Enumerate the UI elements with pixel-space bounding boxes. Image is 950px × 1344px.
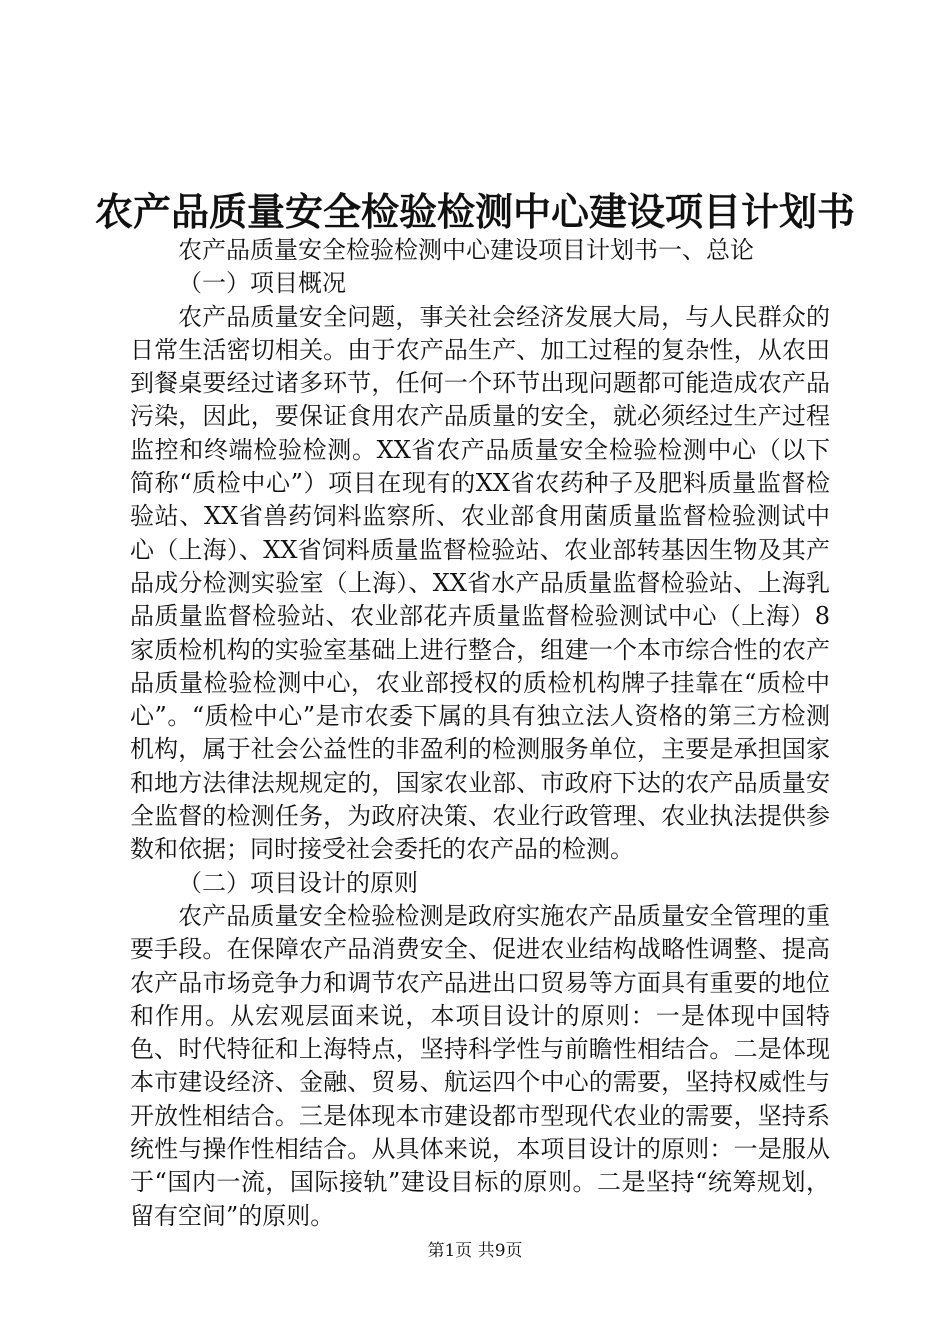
paragraph-overview: 农产品质量安全问题，事关社会经济发展大局，与人民群众的日常生活密切相关。由于农产品生产、加工过程的复杂性，从农田到餐桌要经过诸多环节，任何一个环节出现问题都可能造成农产品污染，因此，要保证食用农产品质量的安全，就必须经过生产过程监控和终端检验检测。XX省农产品质量安全检验检测中心（以下简称“质检中心”）项目在现有的XX省农药种子及肥料质量监督检验站、XX省兽药饲料监察所、农业部食用菌质量监督检验测试中心（上海）、XX省饲料质量监督检验站、农业部转基因生物及其产品成分检测实验室（上海）、XX省水产品质量监督检验站、上海乳品质量监督检验站、农业部花卉质量监督检验测试中心（上海）8家质检机构的实验室基础上进行整合，组建一个本市综合性的农产品质量检验检测中心，农业部授权的质检机构牌子挂靠在“质检中心”。“质检中心”是市农委下属的具有独立法人资格的第三方检测机构，属于社会公益性的非盈利的检测服务单位，主要是承担国家和地方法律法规规定的，国家农业部、市政府下达的农产品质量安全监督的检测任务，为政府决策、农业行政管理、农业执法提供参数和依据；同时接受社会委托的农产品的检测。 [130, 302, 830, 864]
page-number-footer: 第1页 共9页 [427, 1241, 523, 1261]
paragraph-principles: 农产品质量安全检验检测是政府实施农产品质量安全管理的重要手段。在保障农产品消费安全、促进农业结构战略性调整、提高农产品市场竞争力和调节农产品进出口贸易等方面具有重要的地位和作用。从宏观层面来说，本项目设计的原则：一是体现中国特色、时代特征和上海特点，坚持科学性与前瞻性相结合。二是体现本市建设经济、金融、贸易、航运四个中心的需要，坚持权威性与开放性相结合。三是体现本市建设都市型现代农业的需要，坚持系统性与操作性相结合。从具体来说，本项目设计的原则：一是服从于“国内一流，国际接轨”建设目标的原则。二是坚持“统筹规划，留有空间”的原则。 [130, 901, 830, 1230]
document-body [130, 234, 830, 1233]
section-heading-principles: （二）项目设计的原则 [178, 868, 418, 897]
document-title: 农产品质量安全检验检测中心建设项目计划书 [94, 189, 855, 234]
section-heading-overview: （一）项目概况 [178, 269, 346, 298]
intro-line: 农产品质量安全检验检测中心建设项目计划书一、总论 [178, 236, 754, 264]
